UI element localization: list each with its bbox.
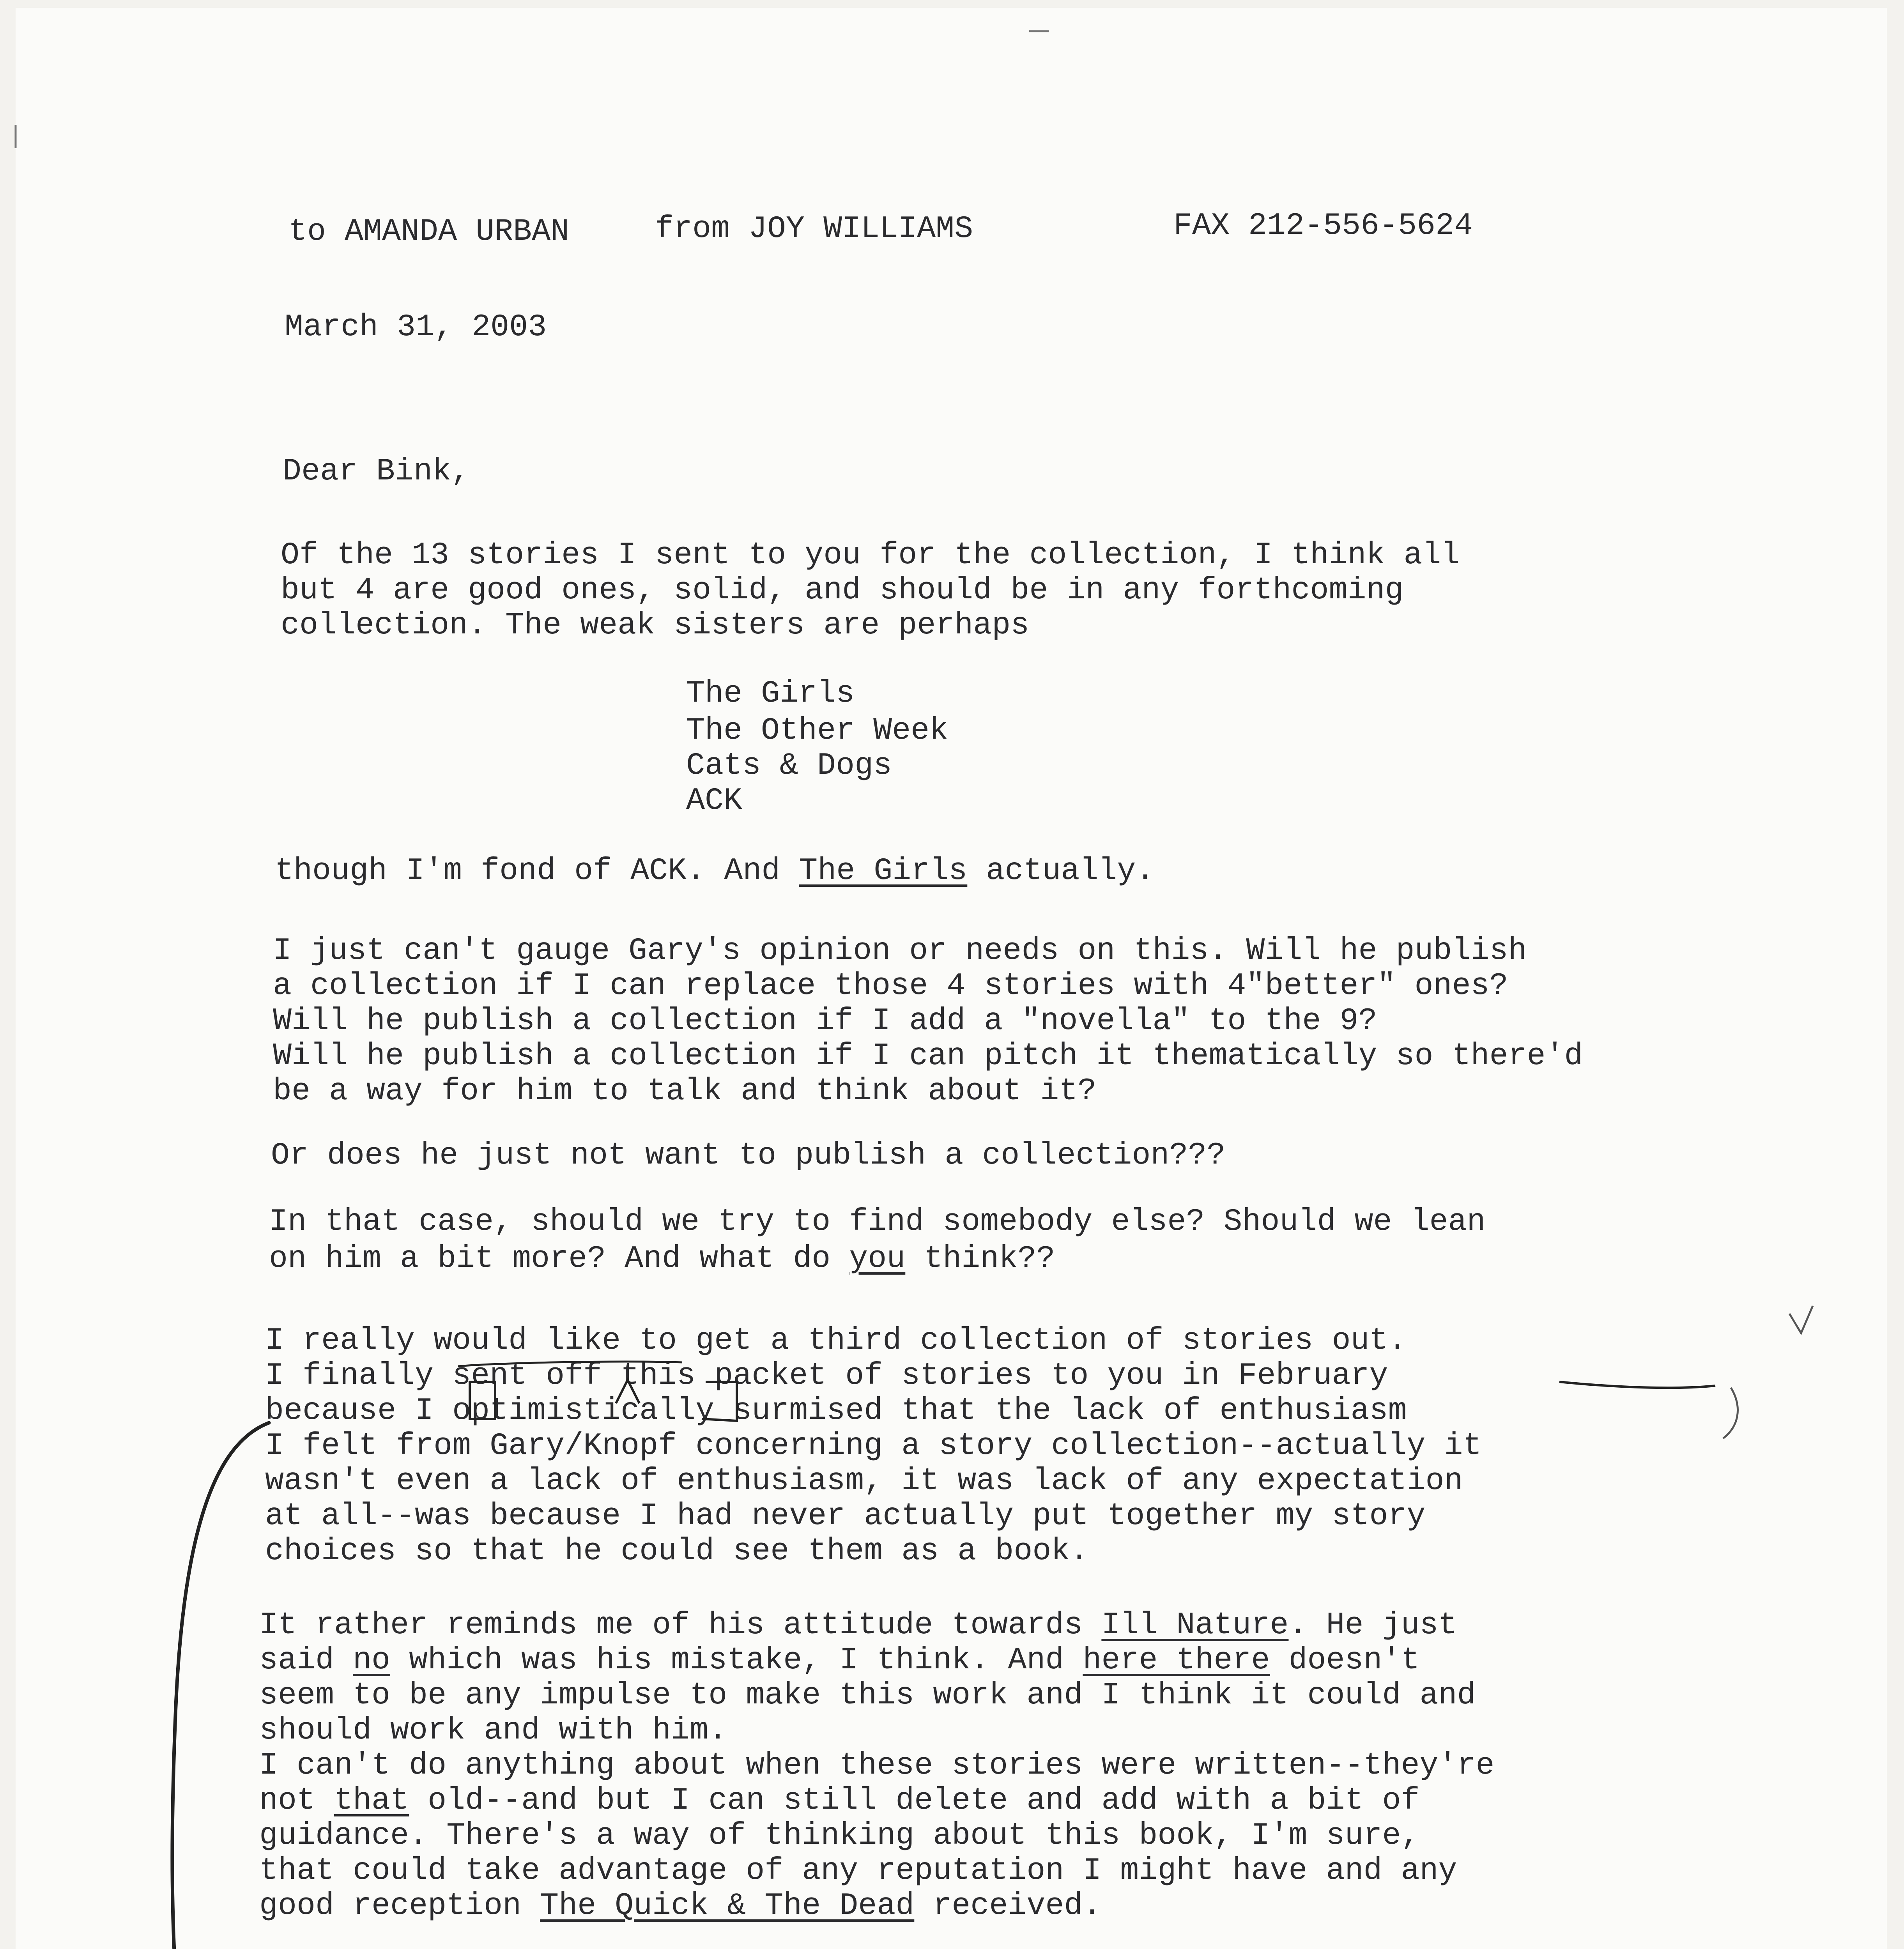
margin-mark — [1723, 1388, 1738, 1438]
paragraph-7-text: It rather reminds me of his attitude towards — [259, 1608, 1102, 1643]
paragraph-7-line: guidance. There's a way of thinking about this book, I'm sure, — [259, 1818, 1420, 1853]
book-title-underlined: Ill Nature — [1101, 1608, 1289, 1643]
paragraph-7-text: which was his mistake, I think. And — [390, 1643, 1083, 1678]
paragraph-7-text: . He just — [1288, 1608, 1457, 1643]
paragraph-7-line: should work and with him. — [259, 1713, 727, 1748]
paragraph-7-text: old--and but I can still delete and add with a bit of — [409, 1783, 1420, 1818]
recipient-line: to AMANDA URBAN — [288, 214, 570, 249]
paragraph-6-line: choices so that he could see them as a book. — [265, 1533, 1089, 1569]
paragraph-5-line: In that case, should we try to find somebody else? Should we lean — [269, 1204, 1486, 1240]
margin-bracket-line — [172, 1423, 269, 1949]
story-title-underlined: The Girls — [799, 853, 968, 889]
paragraph-5-text: on him a bit more? And what do — [269, 1241, 849, 1277]
correction-bracket — [702, 1382, 737, 1421]
weak-story-title: The Other Week — [686, 713, 948, 748]
paragraph-3-line: Will he publish a collection if I add a "novella" to the 9? — [273, 1003, 1377, 1039]
margin-checkmark — [1789, 1306, 1813, 1333]
paragraph-6-line: wasn't even a lack of enthusiasm, it was lack of any expectation — [265, 1463, 1463, 1499]
paragraph-6-line: I felt from Gary/Knopf concerning a story collection--actually it — [265, 1428, 1482, 1464]
paragraph-2-text: actually. — [967, 853, 1155, 889]
paragraph-3-line: Will he publish a collection if I can pitch it thematically so there'd — [273, 1038, 1583, 1074]
letter-date: March 31, 2003 — [285, 310, 547, 345]
pen-underline — [458, 1362, 682, 1366]
paragraph-7-text: doesn't — [1270, 1643, 1420, 1678]
paragraph-7-text: good reception — [259, 1888, 540, 1924]
paragraph-1-line: but 4 are good ones, solid, and should be in any forthcoming — [281, 573, 1404, 608]
paragraph-7-line: seem to be any impulse to make this work and I think it could and — [259, 1678, 1476, 1713]
paragraph-6-line: because I optimistically surmised that the lack of enthusiasm — [265, 1393, 1407, 1429]
weak-story-title: Cats & Dogs — [686, 748, 892, 783]
margin-pointer-line — [1559, 1382, 1715, 1388]
paragraph-6-line: I really would like to get a third collection of stories out. — [265, 1323, 1407, 1358]
paragraph-1-line: Of the 13 stories I sent to you for the collection, I think all — [281, 538, 1460, 573]
caret-mark — [616, 1380, 639, 1403]
weak-story-title: ACK — [686, 783, 743, 819]
paragraph-3-line: I just can't gauge Gary's opinion or needs on this. Will he publish — [273, 933, 1527, 969]
emphasis-underlined: here there — [1083, 1643, 1270, 1678]
sender-line: from JOY WILLIAMS — [655, 211, 973, 247]
weak-story-title: The Girls — [686, 676, 855, 711]
paragraph-1-line: collection. The weak sisters are perhaps — [281, 608, 1030, 643]
paragraph-6-line: at all--was because I had never actually put together my story — [265, 1498, 1426, 1534]
paragraph-7-text: said — [259, 1643, 353, 1678]
book-title-underlined: The Quick & The Dead — [540, 1888, 915, 1924]
fax-number: FAX 212-556-5624 — [1173, 208, 1473, 244]
paragraph-3-line: a collection if I can replace those 4 stories with 4"better" ones? — [273, 968, 1508, 1004]
paragraph-7-text: not — [259, 1783, 334, 1818]
salutation: Dear Bink, — [283, 454, 470, 489]
paragraph-7-line: I can't do anything about when these stories were written--they're — [259, 1748, 1495, 1783]
paragraph-3-line: be a way for him to talk and think about it? — [273, 1074, 1097, 1109]
paragraph-4: Or does he just not want to publish a collection??? — [271, 1138, 1226, 1173]
paragraph-6-line: I finally sent off this packet of stories to you in February — [265, 1358, 1388, 1394]
paragraph-5-text: think?? — [905, 1241, 1055, 1277]
correction-box — [470, 1382, 495, 1419]
paragraph-7-line: that could take advantage of any reputation I might have and any — [259, 1853, 1457, 1889]
paragraph-7-text: received. — [914, 1888, 1102, 1924]
emphasis-underlined: that — [334, 1783, 409, 1818]
paragraph-2-text: though I'm fond of ACK. And — [275, 853, 799, 889]
emphasis-underlined: no — [353, 1643, 391, 1678]
emphasis-underlined: you — [849, 1241, 906, 1277]
